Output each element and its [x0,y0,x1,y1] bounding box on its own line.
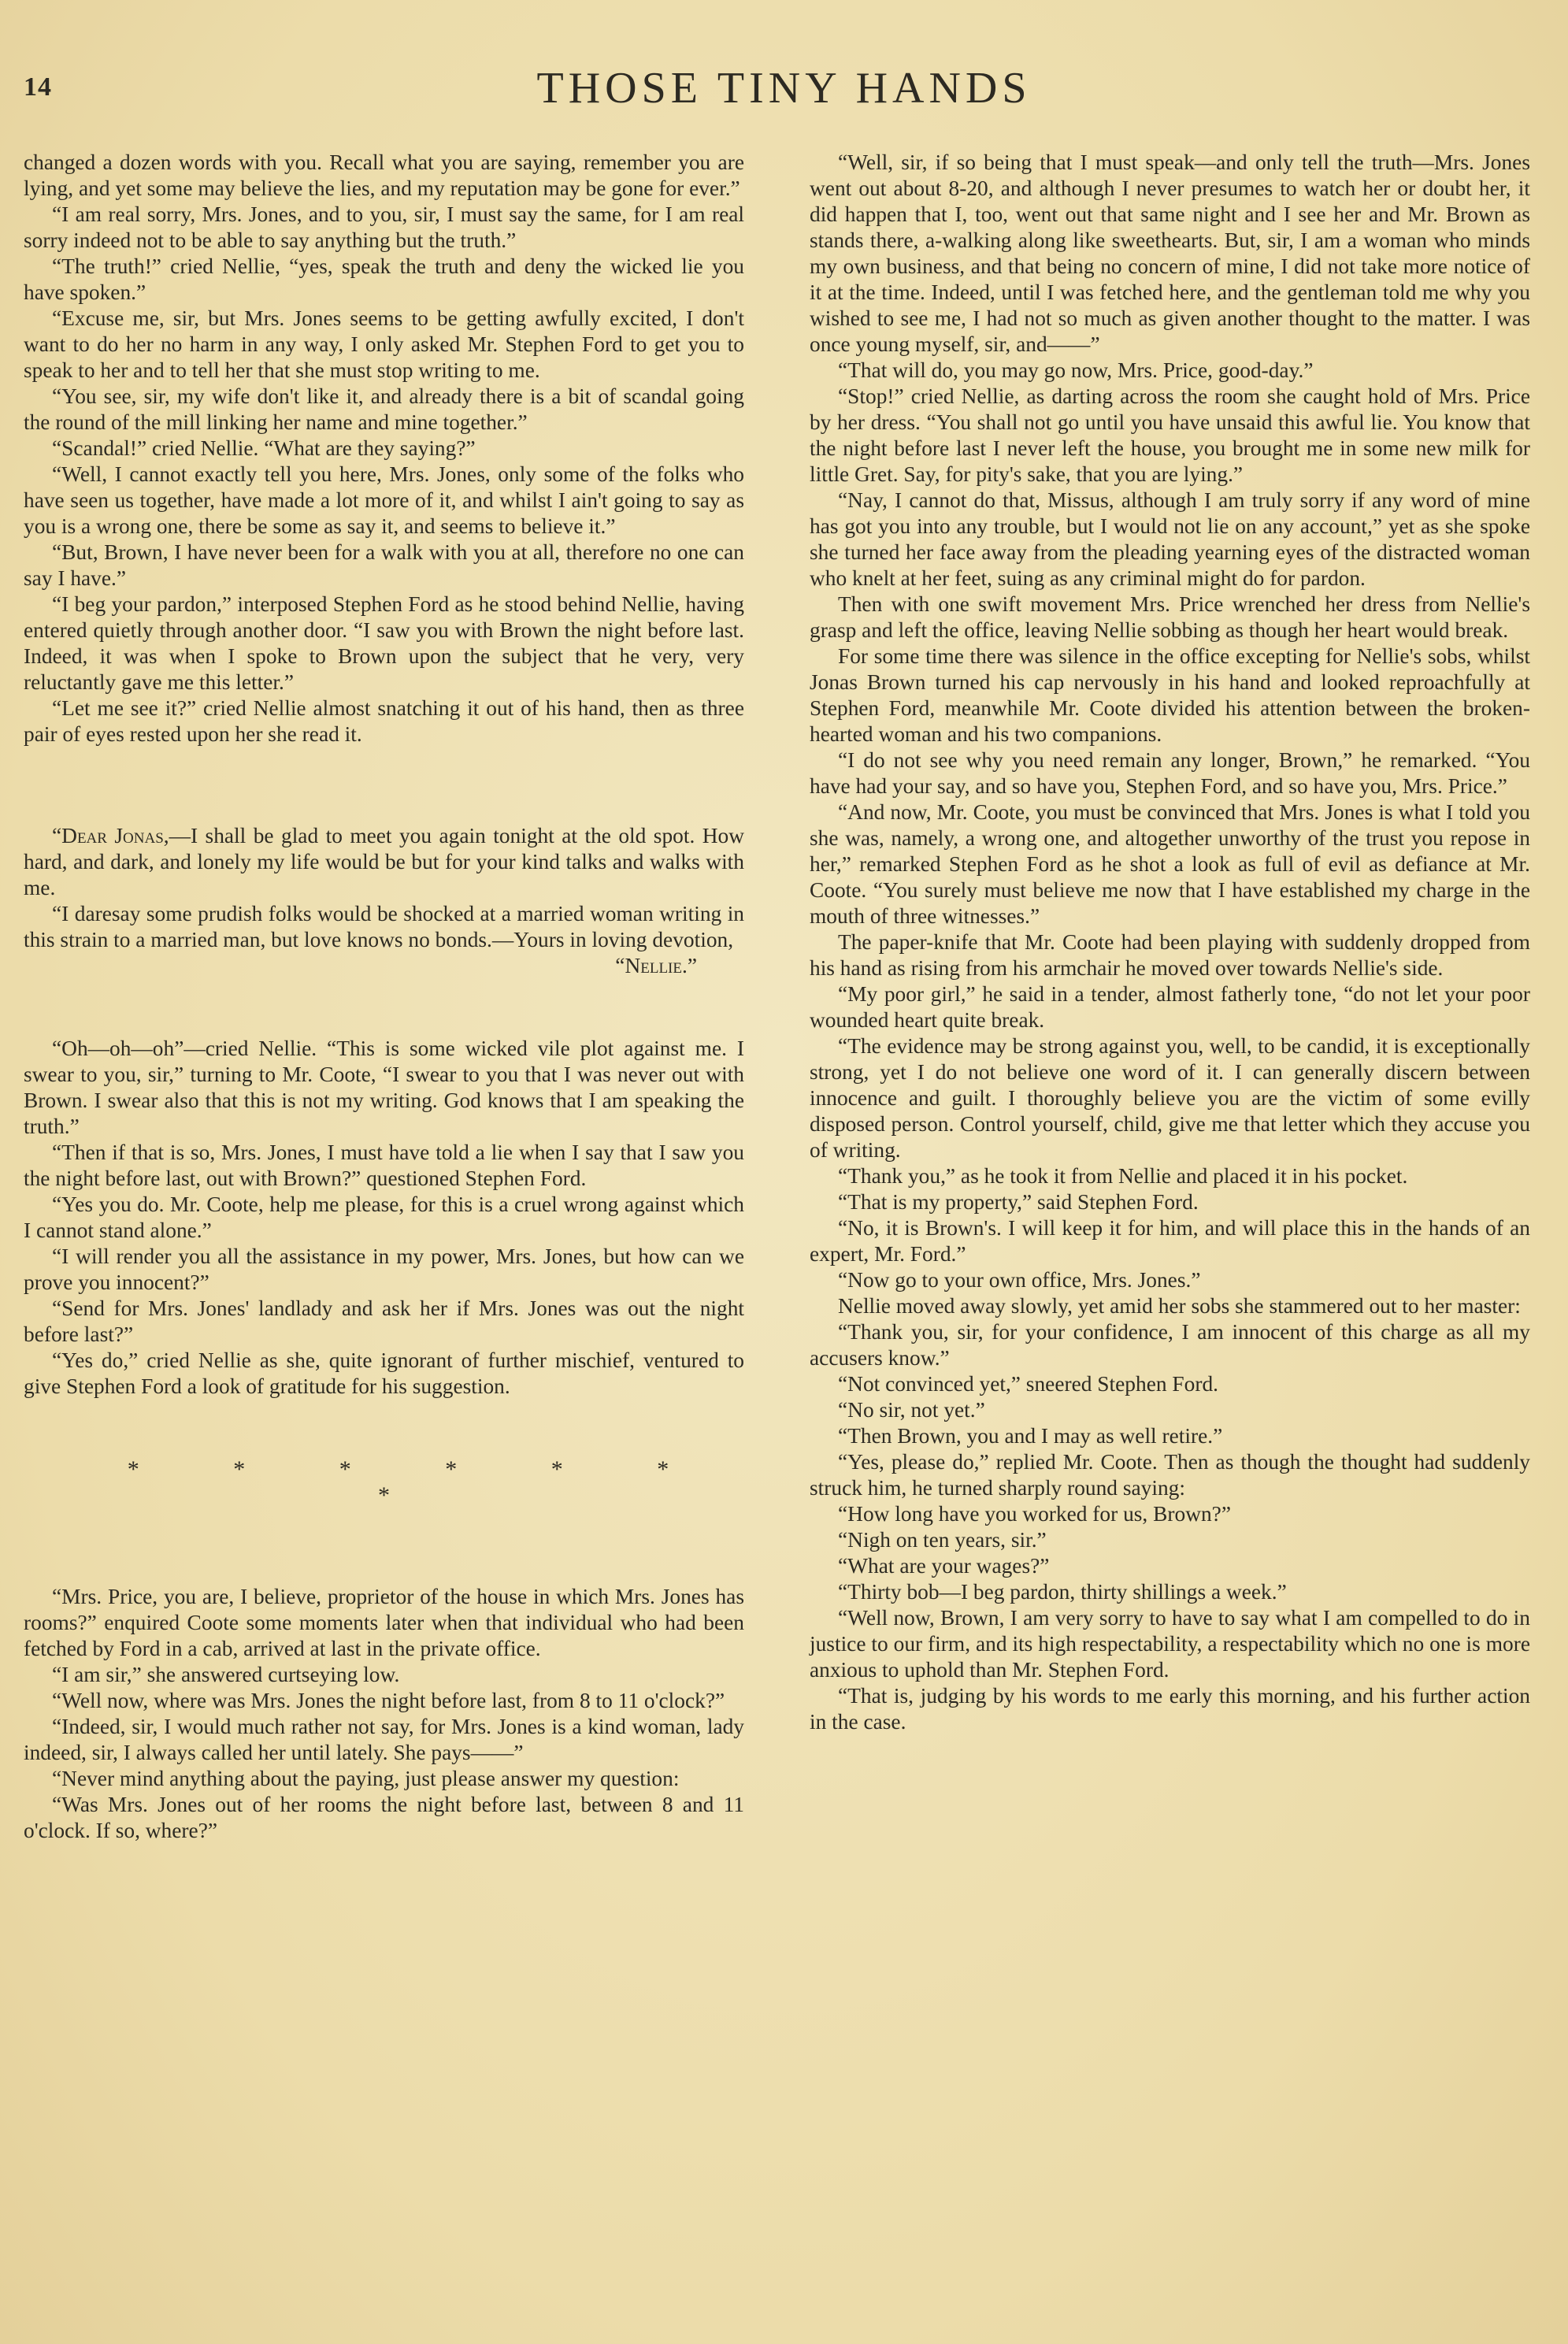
paragraph: For some time there was silence in the office excepting for Nellie's sobs, whilst Jonas Brown turned his cap nervously in his hand and looked reproachfully at Stephen Ford, meanwhile Mr. Coote divided his attention between the broken-hearted woman and his two companions. [810,644,1530,746]
paragraph: “Thank you,” as he took it from Nellie and placed it in his pocket. [838,1164,1408,1188]
paragraph: “No, it is Brown's. I will keep it for him, and will place this in the hands of an expert, Mr. Ford.” [810,1216,1530,1266]
paragraph: “Well, sir, if so being that I must speak—and only tell the truth—Mrs. Jones went out about 8-20, and although I never presumes to watch her or doubt her, it did happen that I, too, went out that same night and I see her and Mr. Brown as stands there, a-walking along like sweethearts. But, sir, I am a woman who minds my own business, and that being no concern of mine, I did not take more notice of it at the time. Indeed, until I was fetched here, and the gentleman told me why you wished to see me, I had not so much as given another thought to the matter. I was once young myself, sir, and——” [810,150,1530,356]
paragraph: “Yes do,” cried Nellie as she, quite ignorant of further mischief, ventured to give Stephen Ford a look of gratitude for his suggestion. [24,1348,744,1398]
paragraph: “Nay, I cannot do that, Missus, although I am truly sorry if any word of mine has got you into any trouble, but I would not lie on any account,” yet as she spoke she turned her face away from the pleading yearning eyes of the distracted woman who knelt at her feet, suing as any criminal might do for pardon. [810,488,1530,590]
letter-text: —I shall be glad to meet you again tonight at the old spot. How hard, and dark, and lonely my life would be but for your kind talks and walks with me. [24,824,744,899]
paragraph: “Thank you, sir, for your confidence, I am innocent of this charge as all my accusers know.” [810,1320,1530,1370]
paragraph: “That will do, you may go now, Mrs. Price, good-day.” [838,358,1314,382]
paragraph: Nellie moved away slowly, yet amid her sobs she stammered out to her master: [838,1294,1521,1318]
paragraph: “Indeed, sir, I would much rather not say, for Mrs. Jones is a kind woman, lady indeed, sir, I always called her until lately. She pays——” [24,1715,744,1764]
paragraph: “No sir, not yet.” [838,1398,985,1422]
paragraph: “That is, judging by his words to me early this morning, and his further action in the case. [810,1684,1530,1734]
letter-salutation: “Dear Jonas, [52,824,169,847]
paragraph: “The evidence may be strong against you, well, to be candid, it is exceptionally strong, yet I do not believe one word of it. I can generally discern between innocence and guilt. I thoroughly believe you are the victim of some evilly disposed person. Control yourself, child, give me that letter which they accuse you of writing. [810,1034,1530,1162]
paragraph: “Then if that is so, Mrs. Jones, I must have told a lie when I say that I saw you the night before last, out with Brown?” questioned Stephen Ford. [24,1140,744,1190]
paragraph: “Nigh on ten years, sir.” [838,1528,1047,1552]
paragraph: “You see, sir, my wife don't like it, and already there is a bit of scandal going the round of the mill linking her name and mine together.” [24,384,744,434]
paragraph: Then with one swift movement Mrs. Price wrenched her dress from Nellie's grasp and left the office, leaving Nellie sobbing as though her heart would break. [810,592,1530,642]
paragraph: “Never mind anything about the paying, just please answer my question: [52,1767,680,1790]
running-head: THOSE TINY HANDS [536,64,1032,113]
letter-body: “I daresay some prudish folks would be shocked at a married woman writing in this strain to a married man, but love knows no bonds.—Yours in loving devotion, [24,902,744,951]
paragraph: “Excuse me, sir, but Mrs. Jones seems to be getting awfully excited, I don't want to do her no harm in any way, I only asked Mr. Stephen Ford to get you to speak to her and to tell her that she must stop writing to me. [24,306,744,382]
paragraph: “But, Brown, I have never been for a walk with you at all, therefore no one can say I have.” [24,540,744,590]
paragraph: “I am real sorry, Mrs. Jones, and to you, sir, I must say the same, for I am real sorry indeed not to be able to say anything but the truth.” [24,202,744,252]
paragraph: “Well, I cannot exactly tell you here, Mrs. Jones, only some of the folks who have seen us together, have made a lot more of it, and whilst I ain't going to say as you is a wrong one, there be some as say it, and seems to believe it.” [24,462,744,538]
paragraph: “Yes you do. Mr. Coote, help me please, for this is a cruel wrong against which I cannot stand alone.” [24,1192,744,1242]
paragraph: “Not convinced yet,” sneered Stephen Ford. [838,1372,1218,1396]
spacer [24,979,744,1036]
left-column [24,150,744,1844]
paragraph: “Oh—oh—oh”—cried Nellie. “This is some wicked vile plot against me. I swear to you, sir,” turning to Mr. Coote, “I swear to you that I was never out with Brown. I swear also that this is not my writing. God knows that I am speaking the truth.” [24,1037,744,1138]
paragraph: “Mrs. Price, you are, I believe, proprietor of the house in which Mrs. Jones has rooms?” enquired Coote some moments later when that individual who had been fetched by Ford in a cab, arrived at last in the private office. [24,1585,744,1660]
paragraph: “Well now, Brown, I am very sorry to have to say what I am compelled to do in justice to our firm, and its high respectability, a respectability which no one is more anxious to uphold than Mr. Stephen Ford. [810,1606,1530,1682]
letter-opening [24,823,744,901]
paragraph: “Well now, where was Mrs. Jones the night before last, from 8 to 11 o'clock?” [52,1689,725,1712]
paragraph: “What are your wages?” [838,1554,1050,1578]
paragraph: “Then Brown, you and I may as well retire.” [838,1424,1223,1448]
paragraph: “Send for Mrs. Jones' landlady and ask her if Mrs. Jones was out the night before last?” [24,1296,744,1346]
paragraph: “Stop!” cried Nellie, as darting across the room she caught hold of Mrs. Price by her dress. “You shall not go until you have unsaid this awful lie. You know that the night before last I never left the house, you brought me in some new milk for little Gret. Say, for pity's sake, that you are lying.” [810,384,1530,486]
paragraph: “Yes, please do,” replied Mr. Coote. Then as though the thought had suddenly struck him, he turned sharply round saying: [810,1450,1530,1500]
paragraph: “Thirty bob—I beg pardon, thirty shillings a week.” [838,1580,1287,1604]
spacer [24,747,744,823]
paragraph: “Was Mrs. Jones out of her rooms the night before last, between 8 and 11 o'clock. If so, where?” [24,1793,744,1842]
paragraph: “My poor girl,” he said in a tender, almost fatherly tone, “do not let your poor wounded heart quite break. [810,982,1530,1032]
section-divider: * * * * * * * [127,1456,714,1508]
paragraph: “I beg your pardon,” interposed Stephen Ford as he stood behind Nellie, having entered quietly through another door. “I saw you with Brown the night before last. Indeed, it was when I spoke to Brown upon the subject that he very, very reluctantly gave me this letter.” [24,592,744,694]
paragraph: “I will render you all the assistance in my power, Mrs. Jones, but how can we prove you innocent?” [24,1244,744,1294]
paragraph: “How long have you worked for us, Brown?” [838,1502,1231,1526]
page-number: 14 [24,72,52,102]
right-column [810,150,1530,1735]
paragraph: “Now go to your own office, Mrs. Jones.” [838,1268,1201,1292]
paragraph: “That is my property,” said Stephen Ford. [838,1190,1199,1214]
paragraph: “And now, Mr. Coote, you must be convinced that Mrs. Jones is what I told you she was, namely, a wrong one, and altogether unworthy of the trust you repose in her,” remarked Stephen Ford as he shot a look as full of evil as defiance at Mr. Coote. “You surely must believe me now that I have established my charge in the mouth of three witnesses.” [810,800,1530,928]
paragraph: The paper-knife that Mr. Coote had been playing with suddenly dropped from his hand as rising from his armchair he moved over towards Nellie's side. [810,930,1530,980]
spacer [24,1508,744,1584]
paragraph: “The truth!” cried Nellie, “yes, speak the truth and deny the wicked lie you have spoken.” [24,254,744,304]
spacer [24,1400,744,1456]
paragraph: “Scandal!” cried Nellie. “What are they saying?” [52,436,476,460]
paragraph: “Let me see it?” cried Nellie almost snatching it out of his hand, then as three pair of eyes rested upon her she read it. [24,696,744,746]
letter-signature: “Nellie.” [615,954,697,977]
paragraph: “I am sir,” she answered curtseying low. [52,1663,400,1686]
paragraph: changed a dozen words with you. Recall what you are saying, remember you are lying, and yet some may believe the lies, and my reputation may be gone for ever.” [24,150,744,200]
paragraph: “I do not see why you need remain any longer, Brown,” he remarked. “You have had your say, and so have you, Stephen Ford, and so have you, Mrs. Price.” [810,748,1530,798]
